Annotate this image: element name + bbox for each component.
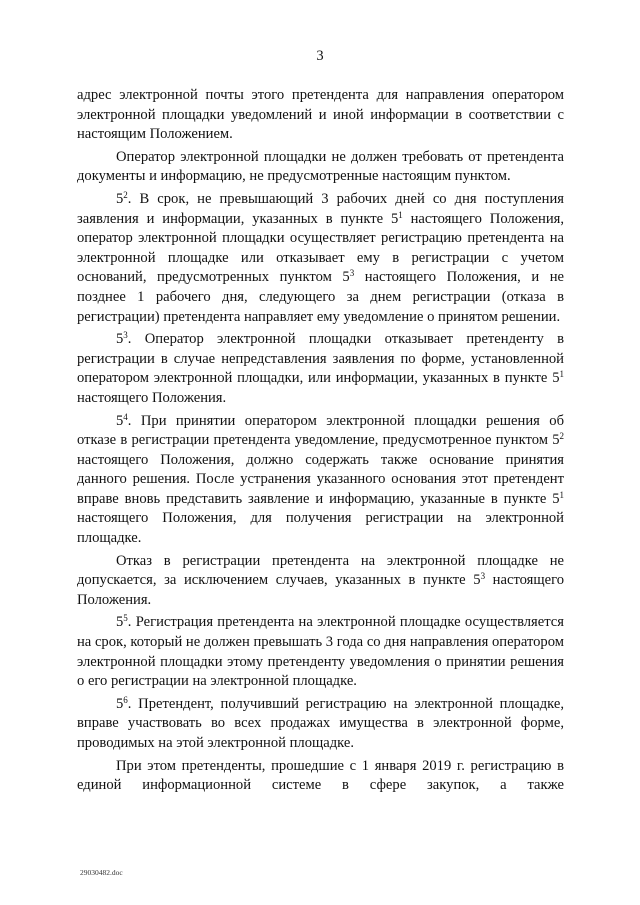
- superscript-index: 4: [123, 411, 128, 422]
- superscript-index: 3: [123, 330, 128, 341]
- superscript-index: 6: [123, 694, 128, 705]
- paragraph-text: 5: [116, 695, 124, 712]
- superscript-index: 3: [349, 268, 355, 279]
- paragraph-text: 5: [116, 190, 124, 207]
- paragraph-text: адрес электронной почты этого претендента для направления оператором электронной площадки уведомлений и иной информации в соответствии с настоящим Положением.: [77, 87, 564, 143]
- paragraph-p3: [77, 190, 564, 327]
- paragraph-text: настоящего Положения, должно содержать также основание принятия данного решения. После устранения указанного основания этот претендент вправе вновь представить заявление и информацию, указанные в пункте 5: [77, 451, 564, 507]
- superscript-index: 1: [559, 369, 564, 380]
- paragraph-text: . Оператор электронной площадки отказывает претенденту в регистрации в случае непредставления заявления по форме, установленной оператором электронной площадки, или информации, указанных в пункте 5: [77, 331, 564, 387]
- superscript-index: 5: [123, 613, 128, 624]
- footer-filename: 29030482.doc: [80, 868, 123, 877]
- paragraph-text: настоящего Положения.: [77, 389, 227, 406]
- paragraph-p5: [77, 412, 564, 549]
- paragraph-p4: [77, 330, 564, 408]
- paragraph-text: настоящего Положения, и не позднее 1 рабочего дня, следующего за днем регистрации (отказа в регистрации) претендента направляет ему уведомление о принятом решении.: [77, 269, 565, 325]
- superscript-index: 2: [559, 431, 564, 442]
- paragraph-text: 5: [116, 614, 124, 631]
- superscript-index: 1: [398, 209, 403, 220]
- paragraph-text: настоящего Положения.: [77, 572, 564, 608]
- superscript-index: 1: [559, 489, 564, 500]
- paragraph-text: Оператор электронной площадки не должен требовать от претендента документы и информацию, не предусмотренные настоящим пунктом.: [77, 148, 564, 185]
- superscript-index: 2: [123, 190, 128, 201]
- paragraph-p6: [77, 552, 564, 611]
- paragraph-text: 5: [116, 412, 124, 429]
- paragraph-text: . Претендент, получивший регистрацию на электронной площадке, вправе участвовать во всех продажах имущества в электронной форме, проводимых на этой электронной площадке.: [77, 695, 564, 751]
- paragraph-text: . Регистрация претендента на электронной площадке осуществляется на срок, который не должен превышать 3 года со дня направления оператором электронной площадки этому претенденту уведомления о принятии решения о его регистрации на электронной площадке.: [77, 614, 564, 690]
- paragraph-p2: [77, 148, 564, 187]
- page-number: 3: [316, 48, 324, 64]
- paragraph-p9: [77, 757, 564, 796]
- paragraph-text: настоящего Положения, для получения регистрации на электронной площадке.: [77, 510, 564, 547]
- paragraph-p1: [77, 86, 564, 145]
- paragraph-p8: [77, 695, 564, 754]
- document-body: [77, 86, 564, 799]
- paragraph-text: При этом претенденты, прошедшие с 1 января 2019 г. регистрацию в единой информационной системе в сфере закупок, а также: [77, 757, 564, 794]
- paragraph-p7: [77, 613, 564, 691]
- paragraph-text: . В срок, не превышающий 3 рабочих дней со дня поступления заявления и информации, указанных в пункте 5: [77, 190, 564, 227]
- paragraph-text: . При принятии оператором электронной площадки решения об отказе в регистрации претендента уведомление, предусмотренное пунктом 5: [77, 412, 564, 449]
- paragraph-text: Отказ в регистрации претендента на электронной площадке не допускается, за исключением случаев, указанных в пункте 5: [77, 552, 564, 589]
- paragraph-text: 5: [116, 331, 124, 348]
- superscript-index: 3: [480, 571, 486, 582]
- paragraph-text: настоящего Положения, оператор электронной площадки осуществляет регистрацию претендента на электронной площадке или отказывает ему в регистрации с учетом оснований, предусмотренных пунктом 5: [77, 210, 564, 286]
